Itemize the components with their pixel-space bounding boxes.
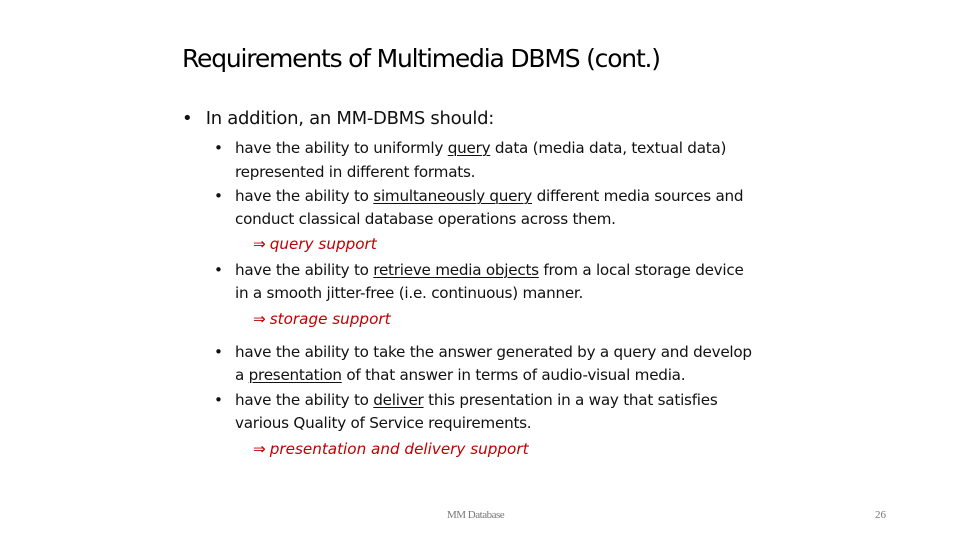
page-number: 26	[875, 509, 886, 521]
intro-text: In addition, an MM-DBMS should:	[205, 108, 494, 129]
item-line: have the ability to take the answer generated by a query and develop	[235, 343, 752, 361]
item-text: have the ability to	[235, 187, 374, 205]
implies-icon: ⇒	[253, 235, 266, 253]
bullet-glyph: •	[214, 187, 223, 205]
conclusion-text: presentation and delivery support	[269, 440, 529, 458]
underlined-term: presentation	[248, 366, 342, 384]
underlined-term: query	[447, 139, 491, 157]
bullet-glyph: •	[214, 343, 223, 361]
item-line: conduct classical database operations across them.	[235, 210, 616, 228]
item-line	[235, 258, 744, 282]
conclusion-query-support	[253, 232, 377, 256]
item-text: different media sources and	[532, 187, 744, 205]
bullet-glyph: •	[214, 261, 223, 279]
item-text: this presentation in a way that satisfies	[423, 391, 718, 409]
item-text: have the ability to	[235, 261, 374, 279]
bullet-glyph: •	[182, 108, 193, 129]
underlined-term: simultaneously query	[373, 187, 533, 205]
conclusion-text: storage support	[269, 310, 391, 328]
item-line	[235, 363, 685, 387]
underlined-term: deliver	[373, 391, 424, 409]
item-text: a	[235, 366, 249, 384]
underlined-term: retrieve media objects	[373, 261, 539, 279]
item-text: data (media data, textual data)	[490, 139, 727, 157]
item-text: from a local storage device	[538, 261, 744, 279]
implies-icon: ⇒	[253, 310, 266, 328]
implies-icon: ⇒	[253, 440, 266, 458]
item-line	[235, 184, 743, 208]
intro-bullet	[182, 108, 494, 129]
item-line: various Quality of Service requirements.	[235, 414, 532, 432]
item-text: have the ability to uniformly	[235, 139, 448, 157]
footer-label: MM Database	[447, 509, 505, 521]
item-line	[235, 388, 718, 412]
item-text: have the ability to	[235, 391, 374, 409]
item-line: represented in different formats.	[235, 163, 476, 181]
item-text: of that answer in terms of audio-visual media.	[341, 366, 686, 384]
slide-title: Requirements of Multimedia DBMS (cont.)	[182, 44, 660, 73]
conclusion-text: query support	[269, 235, 377, 253]
conclusion-storage-support	[253, 307, 391, 331]
bullet-glyph: •	[214, 139, 223, 157]
bullet-glyph: •	[214, 391, 223, 409]
item-line: in a smooth jitter-free (i.e. continuous) manner.	[235, 284, 584, 302]
conclusion-presentation-delivery-support	[253, 437, 529, 461]
item-line	[235, 136, 726, 160]
